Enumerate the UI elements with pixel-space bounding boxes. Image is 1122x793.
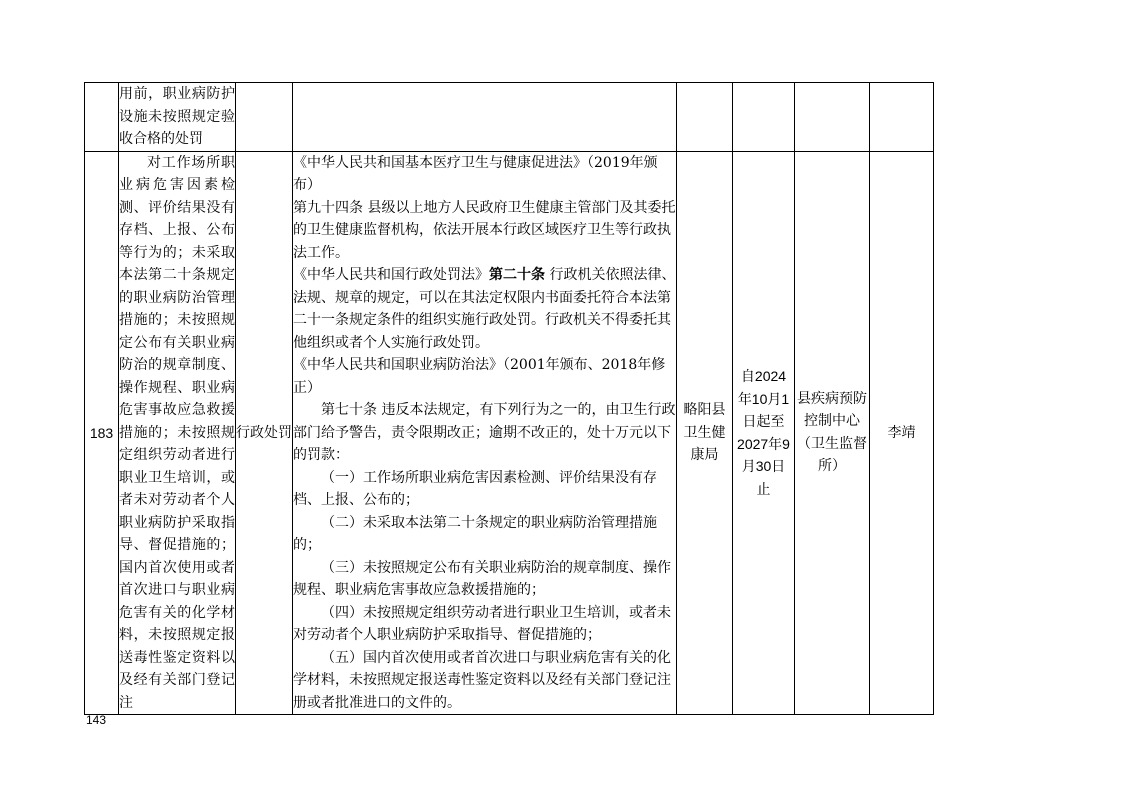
basis-law1-text: 第九十四条 县级以上地方人民政府卫生健康主管部门及其委托的卫生健康监督机构，依法开展本行政区域医疗卫生等行政执法工作。 [293, 199, 676, 261]
cell-contact: 李靖 [870, 151, 934, 715]
period-line: 日起至 [742, 413, 785, 430]
basis-law3-title: 《中华人民共和国职业病防治法》（2001年颁布、2018年修正） [293, 357, 666, 396]
basis-item-1: （一）工作场所职业病危害因素检测、评价结果没有存档、上报、公布的； [293, 469, 657, 508]
basis-law2-article: 第二十条 [489, 267, 545, 283]
period-line: 2027年9 [737, 435, 790, 452]
cell-legal-basis [293, 151, 677, 715]
period-line: 自2024 [740, 368, 787, 385]
table-row [85, 151, 934, 715]
cell-item: 对工作场所职业病危害因素检测、评价结果没有存档、上报、公布等行为的；未采取本法第二十条规定的职业病防治管理措施的；未按照规定公布有关职业病防治的规章制度、操作规程、职业病危害事故应急救援措施的；未按照规定组织劳动者进行职业卫生培训，或者未对劳动者个人职业病防护采取指导、督促措施的；国内首次使用或者首次进口与职业病危害有关的化学材料，未按照规定报送毒性鉴定资料以及经有关部门登记注 [119, 151, 236, 715]
cell-type: 行政处罚 [236, 151, 293, 715]
basis-law2 [293, 264, 676, 354]
basis-item-4: （四）未按照规定组织劳动者进行职业卫生培训，或者未对劳动者个人职业病防护采取指导、督促措施的； [293, 604, 671, 643]
page-number: 143 [86, 713, 107, 727]
cell-item-continued: 用前，职业病防护设施未按照规定验收合格的处罚 [119, 83, 236, 152]
basis-item-3: （三）未按照规定公布有关职业病防治的规章制度、操作规程、职业病危害事故应急救援措施的； [293, 559, 671, 598]
table-row [85, 83, 934, 152]
basis-item-5: （五）国内首次使用或者首次进口与职业病危害有关的化学材料，未按照规定报送毒性鉴定资料以及经有关部门登记注册或者批准进口的文件的。 [293, 649, 671, 711]
basis-law2-text: 行政机关依照法律、法规、规章的规定，可以在其法定权限内书面委托符合本法第二十一条规定条件的组织实施行政处罚。行政机关不得委托其他组织或者个人实施行政处罚。 [293, 267, 676, 351]
period-line: 止 [756, 480, 771, 497]
cell-delegator-empty [677, 83, 733, 152]
basis-law1-title: 《中华人民共和国基本医疗卫生与健康促进法》（2019年颁布） [293, 154, 658, 193]
cell-delegatee: 县疾病预防控制中心（卫生监督所） [795, 151, 870, 715]
cell-delegatee-empty [795, 83, 870, 152]
delegation-table [84, 82, 934, 715]
cell-type-empty [236, 83, 293, 152]
cell-period-empty [733, 83, 795, 152]
period-line: 月30日 [741, 458, 786, 475]
cell-contact-empty [870, 83, 934, 152]
row-number: 183 [85, 151, 119, 715]
basis-item-2: （二）未采取本法第二十条规定的职业病防治管理措施的； [293, 514, 657, 553]
cell-period [733, 151, 795, 715]
basis-law3-text: 第七十条 违反本法规定，有下列行为之一的，由卫生行政部门给予警告，责令限期改正；逾期不改正的，处十万元以下的罚款： [293, 402, 676, 463]
period-line: 年10月1 [737, 390, 790, 407]
cell-basis-empty [293, 83, 677, 152]
basis-law2-title: 《中华人民共和国行政处罚法》 [293, 267, 489, 283]
cell-number-empty [85, 83, 119, 152]
cell-delegator: 略阳县卫生健康局 [677, 151, 733, 715]
